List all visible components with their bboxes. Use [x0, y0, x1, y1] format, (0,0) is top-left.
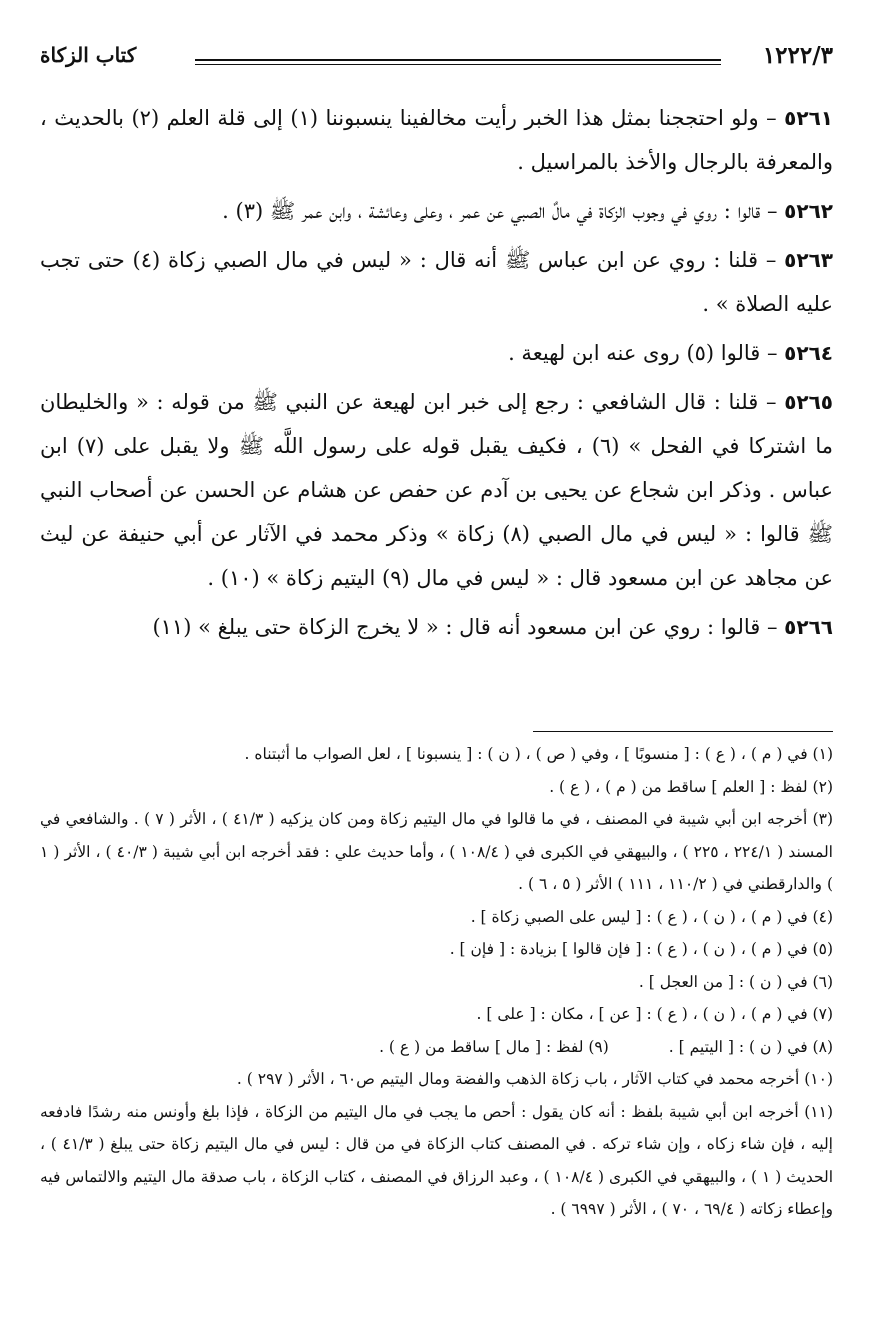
footnote-row-8-9 [40, 1031, 833, 1064]
page-number: ١٢٢٢/٣ [762, 42, 833, 69]
paragraph-number: ٥٢٦٣ [784, 248, 833, 272]
paragraph-5264 [40, 331, 833, 375]
paragraph-text: – قالوا : روي في وجوب الزكاة في مالٌ الصبي عن عمر ، وعلى وعائشة ، وابن عمر ﷺ (٣) . [222, 199, 778, 223]
footnote-8: (٨) في ( ن ) : [ اليتيم ] . [668, 1037, 833, 1056]
paragraph-number: ٥٢٦٥ [784, 390, 834, 414]
paragraph-text: – قلنا : روي عن ابن عباس ﷺ أنه قال : « ليس في مال الصبي زكاة (٤) حتى تجب عليه الصلاة » . [40, 248, 833, 316]
chapter-title: كتاب الزكاة [40, 43, 137, 67]
footnote-11: (١١) أخرجه ابن أبي شيبة بلفظ : أنه كان يقول : أحص ما يجب في مال اليتيم من الزكاة ، فإذا بلغ وأونس منه رشدًا فادفعه إليه ، فإن شاء زكاه ، وإن شاء تركه . في المصنف كتاب الزكاة في من قال : ليس في مال اليتيم زكاة حتى يبلغ ( ٤١/٣ ) ، الحديث ( ١ ) ، والبيهقي في الكبرى ( ١٠٨/٤ ) ، وعبد الرزاق في المصنف ، كتاب الزكاة ، باب صدقة مال اليتيم والالتماس فيه وإعطاء زكاته ( ٦٩/٤ ، ٧٠ ) ، الأثر ( ٦٩٩٧ ) . [40, 1102, 834, 1218]
footnote-9: (٩) لفظ : [ مال ] ساقط من ( ع ) . [379, 1037, 609, 1056]
paragraph-text: – قالوا (٥) روى عنه ابن لهيعة . [508, 341, 778, 365]
footnote-7: (٧) في ( م ) ، ( ن ) ، ( ع ) : [ عن ] ، مكان : [ على ] . [476, 1005, 833, 1023]
paragraph-number: ٥٢٦٤ [784, 341, 833, 365]
paragraph-text: – قلنا : قال الشافعي : رجع إلى خبر ابن لهيعة عن النبي ﷺ من قوله : « والخليطان ما اشتركا في الفحل » (٦) ، فكيف يقبل قوله على رسول اللَّه ﷺ ولا يقبل على (٧) ابن عباس . وذكر ابن شجاع عن يحيى بن آدم عن حفص عن هشام عن الحسن عن أصحاب النبي ﷺ قالوا : « ليس في مال الصبي (٨) زكاة » وذكر محمد في الآثار عن أبي حنيفة عن ليث عن مجاهد عن ابن مسعود قال : « ليس في مال (٩) اليتيم زكاة » (١٠) . [40, 390, 833, 590]
footnote-5: (٥) في ( م ) ، ( ن ) ، ( ع ) : [ فإن قالوا ] بزيادة : [ فإن ] . [449, 940, 833, 958]
footnote-4: (٤) في ( م ) ، ( ن ) ، ( ع ) : [ ليس على الصبي زكاة ] . [470, 907, 833, 926]
paragraph-5261 [40, 96, 833, 184]
page-header [40, 40, 833, 80]
footnote-10: (١٠) أخرجه محمد في كتاب الآثار ، باب زكاة الذهب والفضة ومال اليتيم ص٦٠ ، الأثر ( ٢٩٧ ) . [236, 1070, 833, 1088]
footnote-6: (٦) في ( ن ) : [ من العجل ] . [638, 972, 833, 991]
book-page [40, 0, 833, 1332]
footnote-separator [533, 731, 833, 732]
footnotes [40, 738, 833, 1226]
paragraph-number: ٥٢٦٢ [784, 199, 833, 223]
paragraph-5266 [40, 605, 833, 649]
paragraph-5265 [40, 380, 833, 600]
footnote-1: (١) في ( م ) ، ( ع ) : [ منسوبًا ] ، وفي ( ص ) ، ( ن ) : [ ينسبونا ] ، لعل الصواب ما أثبتناه . [244, 745, 833, 763]
header-rule [195, 59, 721, 65]
paragraph-number: ٥٢٦٦ [784, 615, 833, 639]
paragraph-text: – قالوا : روي عن ابن مسعود أنه قال : « لا يخرج الزكاة حتى يبلغ » (١١) [152, 615, 778, 639]
paragraph-number: ٥٢٦١ [784, 106, 833, 130]
paragraph-5263 [40, 238, 833, 326]
paragraph-5262 [40, 189, 833, 233]
main-text [40, 96, 833, 654]
footnote-3: (٣) أخرجه ابن أبي شيبة في المصنف ، في ما قالوا في مال اليتيم زكاة ومن كان يزكيه ( ٤١/٣ ) ، الأثر ( ٧ ) . والشافعي في المسند ( ٢٢٤/١ ، ٢٢٥ ) ، والبيهقي في الكبرى في ( ١٠٨/٤ ) ، وأما حديث علي : فقد أخرجه ابن أبي شيبة ( ٤٠/٣ ) ، الأثر ( ١ ) والدارقطني في ( ١١٠/٢ ، ١١١ ) الأثر ( ٥ ، ٦ ) . [40, 810, 833, 893]
footnote-2: (٢) لفظ : [ العلم ] ساقط من ( م ) ، ( ع ) . [549, 777, 833, 796]
paragraph-text: – ولو احتججنا بمثل هذا الخبر رأيت مخالفينا ينسبوننا (١) إلى قلة العلم (٢) بالحديث ، والمعرفة بالرجال والأخذ بالمراسيل . [40, 106, 833, 174]
